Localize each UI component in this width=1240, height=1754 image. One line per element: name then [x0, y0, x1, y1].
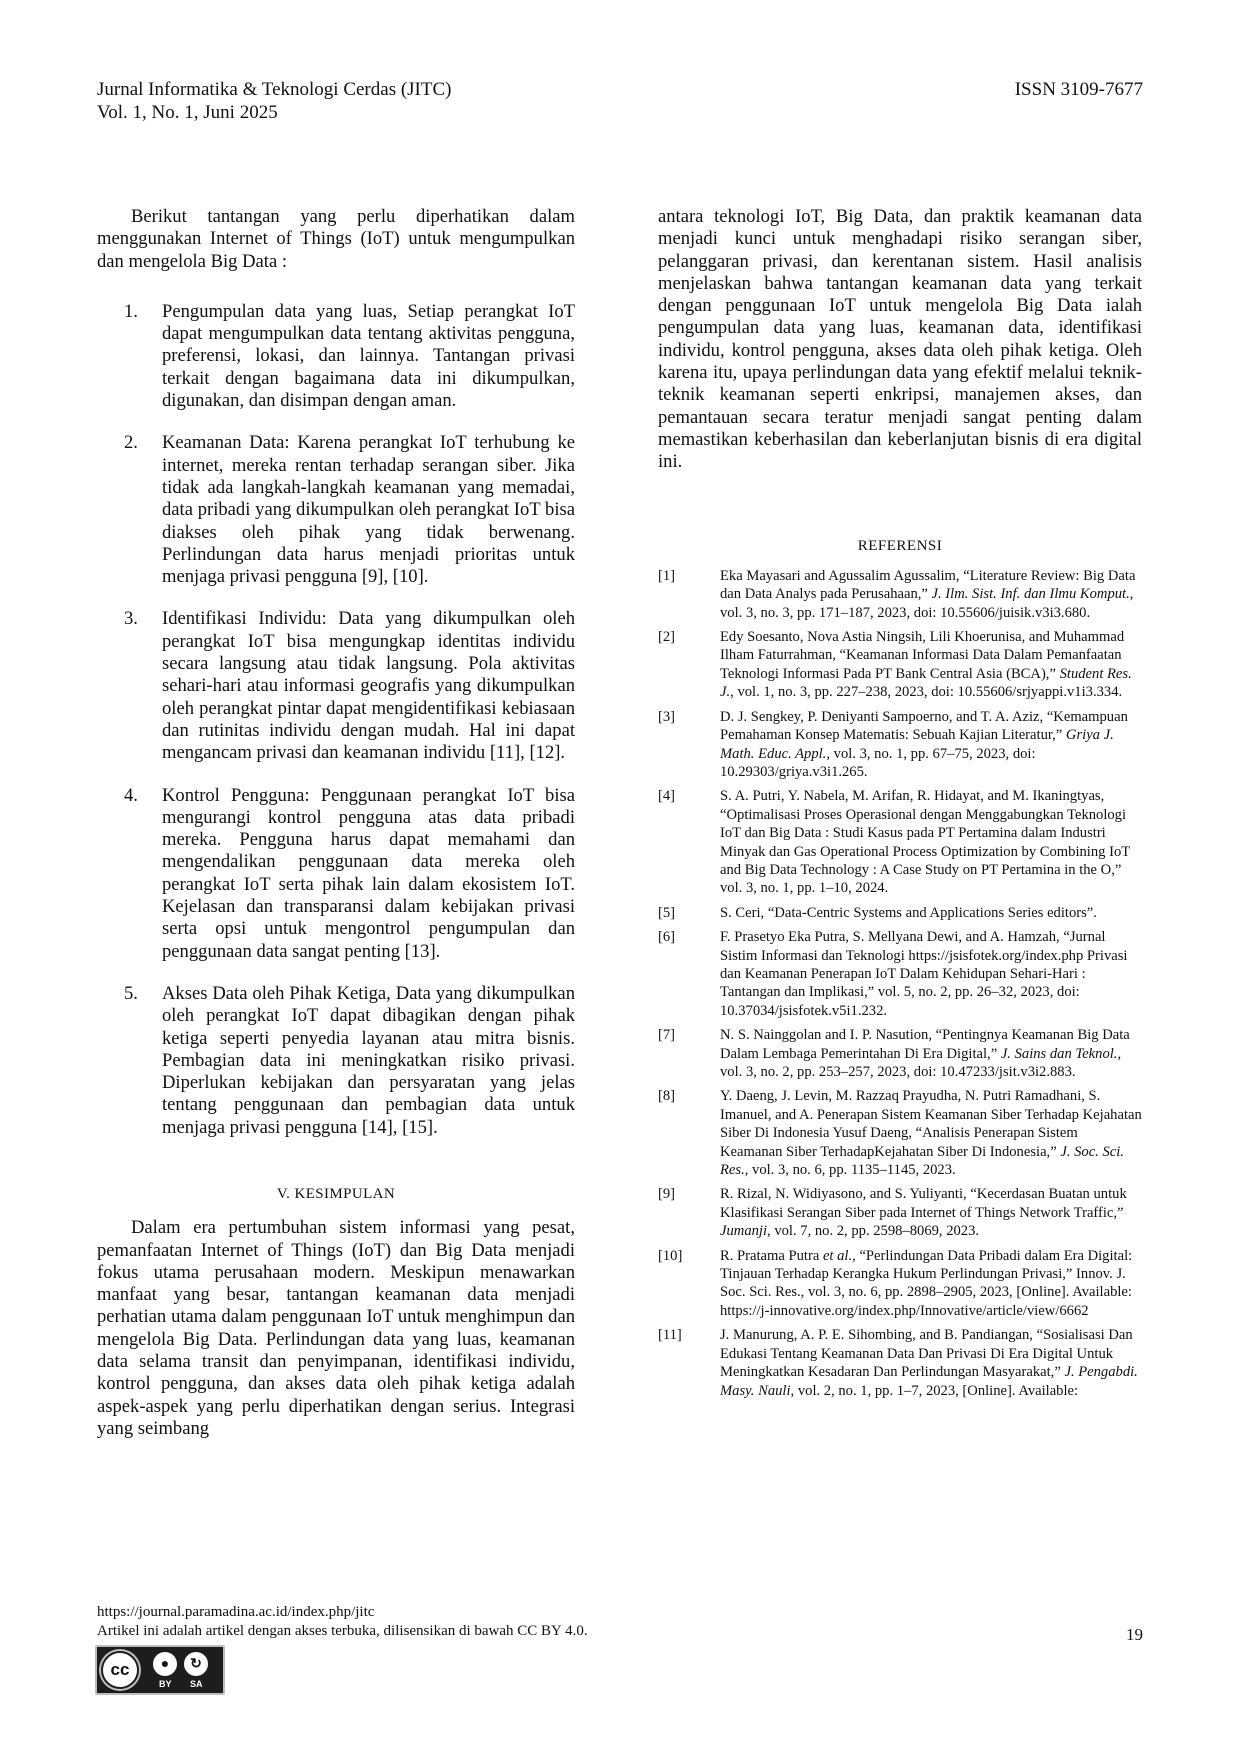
list-item [97, 432, 575, 588]
reference-text-pre: J. Manurung, A. P. E. Sihombing, and B. Pandiangan, “Sosialisasi Dan Edukasi Tentang Keamanan Data Dan Privasi Di Era Digital Untuk Meningkatkan Kesadaran Dan Perlindungan Masyarakat,” [720, 1327, 1133, 1381]
list-number: 1. [124, 300, 138, 322]
reference-number: [1] [658, 567, 676, 584]
reference-list [658, 567, 1142, 1400]
sa-label: SA [190, 1679, 203, 1689]
list-text: Akses Data oleh Pihak Ketiga, Data yang dikumpulkan oleh perangkat IoT dapat dibagikan dengan pihak ketiga seperti penyedia layanan atau mitra bisnis. Pembagian data ini meningkatkan risiko privasi. Diperlukan kebijakan dan persyaratan yang jelas tentang penggunaan dan pembagian data untuk menjaga privasi pengguna [14], [15]. [162, 982, 575, 1138]
reference-item [658, 928, 1142, 1020]
journal-volume: Vol. 1, No. 1, Juni 2025 [97, 102, 278, 123]
list-text: Keamanan Data: Karena perangkat IoT terhubung ke internet, mereka rentan terhadap serangan siber. Jika tidak ada langkah-langkah keamanan yang memadai, data pribadi yang dikumpulkan oleh perangkat IoT bisa diakses oleh pihak yang tidak berwenang. Perlindungan data harus menjadi prioritas untuk menjaga privasi pengguna [9], [10]. [162, 432, 575, 588]
reference-number: [7] [658, 1027, 676, 1044]
reference-text-pre: R. Rizal, N. Widiyasono, and S. Yuliyanti, “Kecerdasan Buatan untuk Klasifikasi Serangan Siber pada Internet of Things Network Traffic,” [720, 1186, 1127, 1221]
reference-text-ital: Griya J. Math. Educ. Appl. [720, 727, 1114, 762]
reference-text-post: , vol. 3, no. 2, pp. 253–257, 2023, doi: 10.47233/jsit.v3i2.883. [720, 1045, 1122, 1081]
list-number: 5. [124, 982, 138, 1004]
reference-text-ital: et al. [822, 1247, 853, 1264]
list-text: Identifikasi Individu: Data yang dikumpulkan oleh perangkat IoT bisa mengungkap identitas individu secara langsung atau tidak langsung. Pola aktivitas sehari-hari atau informasi geografis yang dikumpulkan oleh perangkat pintar dapat mengidentifikasi kebiasaan dan rutinitas individu dengan mudah. Hal ini dapat mengancam privasi dan keamanan individu [11], [12]. [162, 608, 575, 764]
challenge-list [97, 301, 575, 1139]
share-alike-icon: ↻ [184, 1652, 208, 1676]
reference-text-ital: Student Res. J. [720, 665, 1132, 701]
reference-text-pre: N. S. Nainggolan and I. P. Nasution, “Pentingnya Keamanan Big Data Dalam Lembaga Pemerintahan Di Era Digital,” [720, 1027, 1130, 1062]
reference-text-post: , “Perlindungan Data Pribadi dalam Era Digital: Tinjauan Terhadap Kerangka Hukum Perlindungan Privasi,” Innov. J. Soc. Sci. Res., vol. 3, no. 6, pp. 2898–2905, 2023, [Online]. Available: https://j-innovative.org/index.php/Innovative/article/view/6662 [720, 1247, 1133, 1319]
reference-item [658, 1087, 1142, 1179]
reference-text-pre: D. J. Sengkey, P. Deniyanti Sampoerno, and T. A. Aziz, “Kemampuan Pemahaman Konsep Matematis: Sebuah Kajian Literatur,” [720, 708, 1128, 744]
issn: ISSN 3109-7677 [1014, 79, 1143, 100]
reference-text-pre: S. Ceri, “Data-Centric Systems and Applications Series editors”. [720, 904, 1097, 921]
list-number: 2. [124, 432, 138, 454]
reference-item [658, 708, 1142, 782]
reference-number: [11] [658, 1327, 682, 1344]
reference-text-ital: J. Ilm. Sist. Inf. dan Ilmu Komput. [931, 586, 1130, 603]
reference-text-post: , vol. 7, no. 2, pp. 2598–8069, 2023. [767, 1223, 980, 1240]
reference-text-pre: Eka Mayasari and Agussalim Agussalim, “Literature Review: Big Data dan Data Analys pada Perusahaan,” [720, 567, 1136, 603]
reference-number: [5] [658, 904, 676, 921]
list-item [97, 983, 575, 1139]
reference-item [658, 1326, 1142, 1400]
conclusion-continued: antara teknologi IoT, Big Data, dan praktik keamanan data menjadi kunci untuk menghadapi risiko serangan siber, pelanggaran privasi, dan kerentanan sistem. Hasil analisis menjelaskan bahwa tantangan keamanan data yang terkait dengan penggunaan IoT untuk mengelola Big Data ialah pengumpulan data yang luas, keamanan data, identifikasi individu, kontrol pengguna, akses data oleh pihak ketiga. Oleh karena itu, upaya perlindungan data yang efektif melalui teknik-teknik keamanan seperti enkripsi, manajemen akses, dan pemantauan secara teratur menjadi sangat penting dalam memastikan keberhasilan dan keberlanjutan bisnis di era digital ini. [658, 206, 1142, 473]
conclusion-paragraph: Dalam era pertumbuhan sistem informasi yang pesat, pemanfaatan Internet of Things (IoT) dan Big Data menjadi fokus utama perusahaan modern. Meskipun menawarkan manfaat yang besar, tantangan keamanan data menjadi perhatian utama dalam penggunaan IoT untuk menghimpun dan mengelola Big Data. Perlindungan data yang luas, keamanan data selama transit dan penyimpanan, identifikasi individu, kontrol pengguna, dan akses data oleh pihak ketiga adalah aspek-aspek yang perlu diperhatikan dengan serius. Integrasi yang seimbang [97, 1217, 575, 1439]
reference-text-pre: R. Pratama Putra [720, 1247, 823, 1264]
list-item [97, 608, 575, 764]
reference-text-pre: Y. Daeng, J. Levin, M. Razzaq Prayudha, N. Putri Ramadhani, S. Imanuel, and A. Penerapan Sistem Keamanan Siber Terhadap Kejahatan Siber Di Indonesia Yusuf Daeng, “Analisis Penerapan Sistem Keamanan Siber TerhadapKejahatan Siber Di Indonesia,” [720, 1088, 1142, 1160]
running-header-left [97, 78, 452, 124]
reference-number: [8] [658, 1088, 676, 1105]
page-footer [97, 1603, 588, 1641]
reference-number: [6] [658, 929, 676, 946]
section-title: V. KESIMPULAN [276, 1185, 396, 1202]
reference-item [658, 787, 1142, 897]
cc-by-sa-badge[interactable] [95, 1645, 225, 1695]
reference-text-post: , vol. 2, no. 1, pp. 1–7, 2023, [Online]. Available: [790, 1382, 1079, 1399]
references-title: REFERENSI [857, 537, 943, 554]
reference-text-pre: Edy Soesanto, Nova Astia Ningsih, Lili Khoerunisa, and Muhammad Ilham Faturrahman, “Keamanan Informasi Data Dalam Pemanfaatan Teknologi Informasi Pada PT Bank Central Asia (BCA),” [720, 629, 1125, 682]
reference-item [658, 628, 1142, 702]
reference-text-post: , vol. 3, no. 1, pp. 67–75, 2023, doi: 10.29303/griya.v3i1.265. [720, 745, 1036, 780]
list-text: Pengumpulan data yang luas, Setiap perangkat IoT dapat mengumpulkan data tentang aktivitas pengguna, preferensi, lokasi, dan lainnya. Tantangan privasi terkait dengan bagaimana data ini dikumpulkan, digunakan, dan disimpan dengan aman. [162, 300, 575, 412]
reference-number: [10] [658, 1247, 683, 1264]
left-column [97, 206, 575, 1440]
reference-number: [2] [658, 629, 676, 646]
right-column [658, 206, 1142, 1406]
list-text: Kontrol Pengguna: Penggunaan perangkat IoT bisa mengurangi kontrol pengguna atas data pribadi mereka. Pengguna harus dapat memahami dan mengendalikan penggunaan data mereka oleh perangkat IoT serta pihak lain dalam ekosistem IoT. Kejelasan dan transparansi dalam kebijakan privasi serta opsi untuk mengontrol pengumpulan dan penggunaan data sangat penting [13]. [162, 784, 575, 962]
license-notice: Artikel ini adalah artikel dengan akses terbuka, dilisensikan di bawah CC BY 4.0. [97, 1623, 588, 1639]
reference-text-post: , vol. 1, no. 3, pp. 227–238, 2023, doi: 10.55606/srjyappi.v1i3.334. [730, 684, 1123, 701]
reference-text-ital: Jumanji [720, 1223, 768, 1240]
reference-number: [9] [658, 1186, 676, 1203]
reference-item [658, 1026, 1142, 1081]
list-item [97, 301, 575, 412]
reference-text-ital: J. Pengabdi. Masy. Nauli [720, 1364, 1138, 1399]
reference-text-pre: F. Prasetyo Eka Putra, S. Mellyana Dewi, and A. Hamzah, “Jurnal Sistim Informasi dan Teknologi https://jsisfotek.org/index.php Privasi dan Keamanan Penerapan IoT Dalam Kehidupan Sehari-Hari : Tantangan dan Implikasi,” vol. 5, no. 2, pp. 26–32, 2023, doi: 10.37034/jsisfotek.v5i1.232. [720, 929, 1128, 1019]
journal-url[interactable]: https://journal.paramadina.ac.id/index.php/jitc [97, 1604, 375, 1620]
reference-item [658, 1247, 1142, 1321]
reference-item [658, 567, 1142, 622]
reference-text-ital: J. Sains dan Teknol. [1000, 1045, 1118, 1062]
list-number: 3. [124, 608, 138, 630]
reference-text-post: , vol. 3, no. 3, pp. 171–187, 2023, doi: 10.55606/juisik.v3i3.680. [720, 586, 1134, 621]
reference-number: [3] [658, 708, 676, 725]
list-item [97, 785, 575, 963]
reference-item [658, 1185, 1142, 1240]
reference-number: [4] [658, 788, 676, 805]
intro-paragraph: Berikut tantangan yang perlu diperhatikan dalam menggunakan Internet of Things (IoT) untuk mengumpulkan dan mengelola Big Data : [97, 206, 575, 272]
page-number: 19 [1126, 1625, 1143, 1644]
reference-item [658, 904, 1142, 922]
reference-text-post: , vol. 3, no. 6, pp. 1135–1145, 2023. [744, 1162, 956, 1179]
cc-icon: cc [101, 1651, 139, 1689]
reference-text-ital: J. Soc. Sci. Res. [720, 1143, 1124, 1179]
journal-title: Jurnal Informatika & Teknologi Cerdas (JITC) [97, 79, 452, 100]
by-label: BY [159, 1679, 172, 1689]
attribution-icon: ● [153, 1652, 177, 1676]
list-number: 4. [124, 784, 138, 806]
reference-text-pre: S. A. Putri, Y. Nabela, M. Arifan, R. Hidayat, and M. Ikaningtyas, “Optimalisasi Proses Operasional dengan Menggabungkan Teknologi IoT dan Big Data : Studi Kasus pada PT Pertamina dalam Industri Minyak dan Gas Operational Process Optimization by Combining IoT and Big Data Technology : A Case Study on PT Pertamina in the O,” vol. 3, no. 1, pp. 1–10, 2024. [720, 788, 1130, 897]
